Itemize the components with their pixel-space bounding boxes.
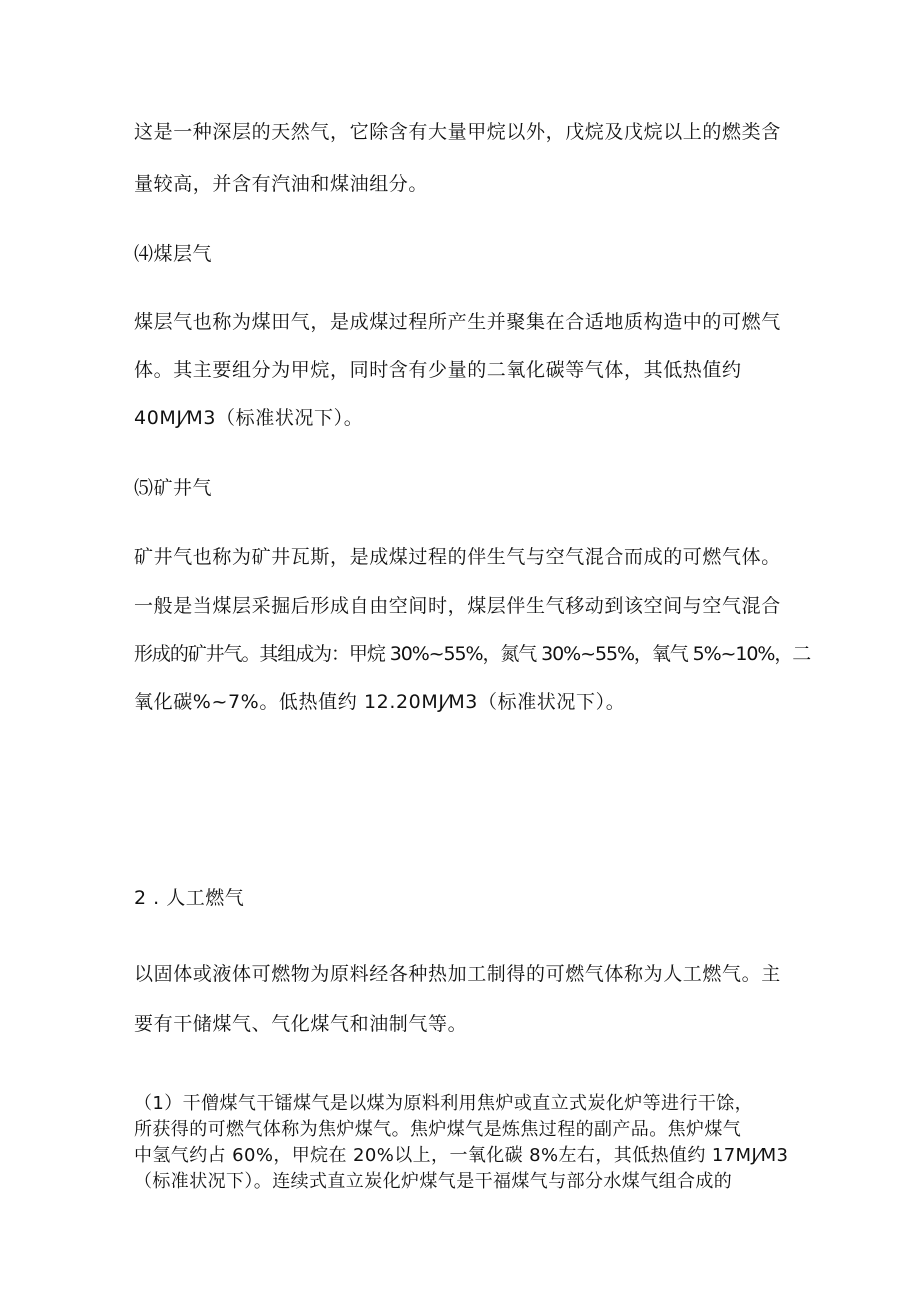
text-line: 所获得的可燃气体称为焦炉煤气。焦炉煤气是炼焦过程的副产品。焦炉煤气 xyxy=(134,1119,742,1140)
text-line: 40MJ⁄M3（标准状况下）。 xyxy=(134,407,364,429)
text-line: 矿井气也称为矿井瓦斯，是成煤过程的伴生气与空气混合而成的可燃气体。 xyxy=(134,546,781,568)
text-line: 要有干储煤气、气化煤气和油制气等。 xyxy=(134,1013,468,1035)
heading-coalbed-gas: ⑷煤层气 xyxy=(134,243,213,265)
text-line: 量较高，并含有汽油和煤油组分。 xyxy=(134,173,429,195)
text-line: 一般是当煤层采掘后形成自由空间时，煤层伴生气移动到该空间与空气混合 xyxy=(134,595,781,617)
heading-mine-gas: ⑸矿井气 xyxy=(134,477,213,499)
text-line: 体。其主要组分为甲烷，同时含有少量的二氧化碳等气体，其低热值约 xyxy=(134,359,742,381)
text-line: 中氢气约占 60%，甲烷在 20%以上，一氧化碳 8%左右，其低热值约 17MJ⁄M3 xyxy=(134,1145,789,1166)
text-line: 这是一种深层的天然气，它除含有大量甲烷以外，戊烷及戊烷以上的燃类含 xyxy=(134,121,781,143)
text-line: 以固体或液体可燃物为原料经各种热加工制得的可燃气体称为人工燃气。主 xyxy=(134,963,781,985)
text-line: 形成的矿井气。其组成为：甲烷 30%~55%，氮气 30%~55%，氧气 5%~10%，二 xyxy=(134,643,811,665)
section-heading-artificial-gas: 2 . 人工燃气 xyxy=(134,887,245,909)
text-line: （标准状况下）。连续式直立炭化炉煤气是干福煤气与部分水煤气组合成的 xyxy=(134,1171,733,1192)
text-line: （1）干僧煤气干镭煤气是以煤为原料利用焦炉或直立式炭化炉等进行干馀， xyxy=(134,1093,754,1114)
text-line: 煤层气也称为煤田气，是成煤过程所产生并聚集在合适地质构造中的可燃气 xyxy=(134,311,781,333)
text-line: 氧化碳%~7%。低热值约 12.20MJ⁄M3（标准状况下）。 xyxy=(134,691,626,713)
